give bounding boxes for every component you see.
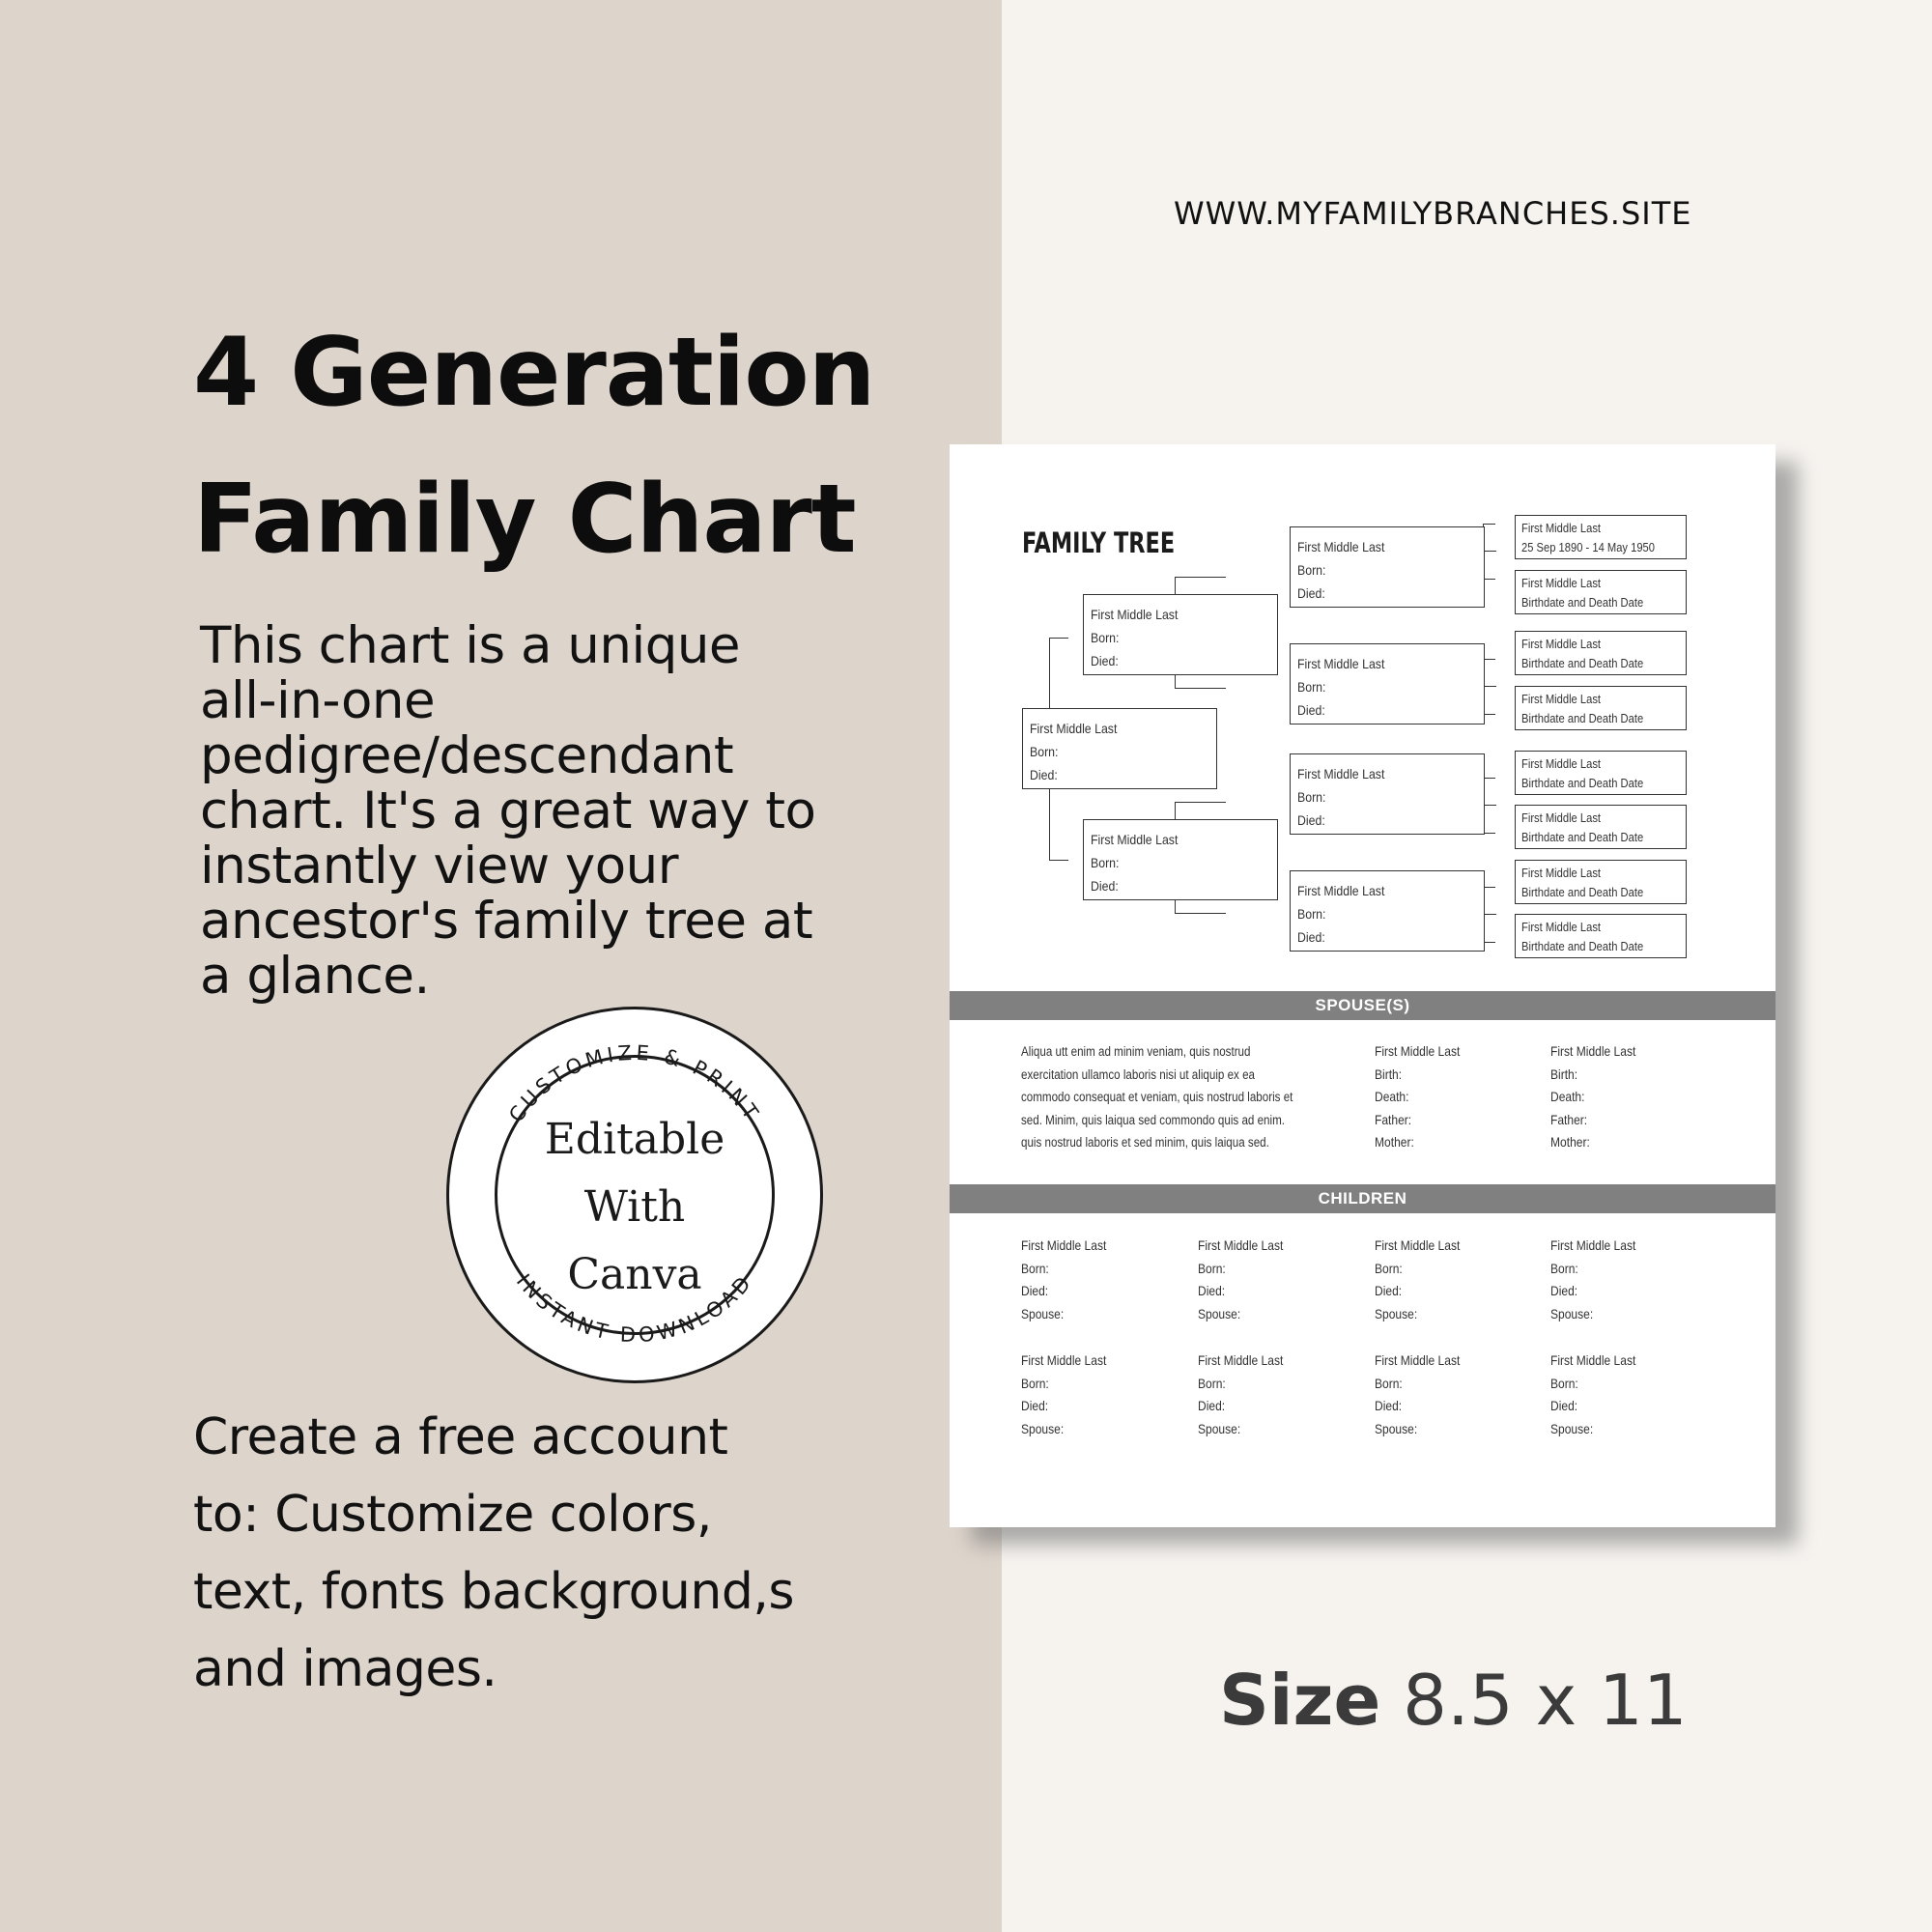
life-dates: Birthdate and Death Date: [1521, 939, 1644, 953]
born-label: Born:: [1021, 1260, 1049, 1276]
spouse-notes: [1021, 1040, 1340, 1154]
life-dates: 25 Sep 1890 - 14 May 1950: [1521, 540, 1655, 554]
child-entry[interactable]: [1375, 1350, 1474, 1440]
death-label: Death:: [1375, 1089, 1409, 1104]
description-line: a glance.: [200, 947, 430, 1006]
father-label: Father:: [1375, 1111, 1412, 1127]
connector: [1485, 686, 1496, 687]
child-name: First Middle Last: [1375, 1237, 1461, 1253]
badge-line: Canva: [567, 1250, 702, 1299]
father-label: Father:: [1550, 1111, 1588, 1127]
notes-line: exercitation ullamco laboris nisi ut aliquip ex ea: [1021, 1066, 1256, 1082]
great-grandparent-box[interactable]: [1515, 631, 1687, 675]
life-dates: Birthdate and Death Date: [1521, 830, 1644, 844]
child-entry[interactable]: [1021, 1235, 1121, 1325]
spouse-label: Spouse:: [1021, 1305, 1065, 1321]
life-dates: Birthdate and Death Date: [1521, 885, 1644, 899]
spouses-header: SPOUSE(S): [950, 991, 1776, 1020]
person-name: First Middle Last: [1297, 766, 1385, 781]
born-label: Born:: [1297, 562, 1326, 578]
died-label: Died:: [1375, 1398, 1403, 1413]
died-label: Died:: [1550, 1398, 1578, 1413]
born-label: Born:: [1297, 906, 1326, 922]
person-name: First Middle Last: [1091, 607, 1179, 622]
person-name: First Middle Last: [1297, 539, 1385, 554]
root-person-box[interactable]: [1022, 708, 1217, 789]
notes-line: sed. Minim, quis laiqua sed commondo quis ad enim.: [1021, 1112, 1285, 1127]
child-name: First Middle Last: [1021, 1352, 1107, 1368]
great-grandparent-box[interactable]: [1515, 805, 1687, 849]
died-label: Died:: [1021, 1398, 1049, 1413]
notes-line: Aliqua utt enim ad minim veniam, quis nostrud: [1021, 1044, 1251, 1059]
birth-label: Birth:: [1375, 1065, 1403, 1082]
page-title: [193, 299, 874, 593]
spouse-label: Spouse:: [1375, 1305, 1418, 1321]
cta-line: text, fonts background,s: [193, 1563, 794, 1621]
spouse-name: First Middle Last: [1375, 1043, 1461, 1059]
died-label: Died:: [1198, 1283, 1226, 1298]
death-label: Death:: [1550, 1089, 1585, 1104]
person-name: First Middle Last: [1521, 810, 1602, 825]
child-entry[interactable]: [1550, 1350, 1650, 1440]
size-word: Size: [1219, 1660, 1381, 1741]
person-name: First Middle Last: [1091, 832, 1179, 847]
person-name: First Middle Last: [1030, 721, 1118, 736]
description-line: all-in-one: [200, 671, 436, 730]
cta-line: Create a free account: [193, 1408, 728, 1466]
child-name: First Middle Last: [1198, 1352, 1284, 1368]
description-line: ancestor's family tree at: [200, 892, 813, 951]
description: [200, 618, 895, 1004]
child-name: First Middle Last: [1198, 1237, 1284, 1253]
description-line: This chart is a unique: [200, 616, 741, 675]
great-grandparent-box[interactable]: [1515, 751, 1687, 795]
grandparent-box[interactable]: [1290, 753, 1485, 835]
parent-box[interactable]: [1083, 819, 1278, 900]
life-dates: Birthdate and Death Date: [1521, 656, 1644, 670]
description-line: chart. It's a great way to: [200, 781, 816, 840]
connector: [1485, 805, 1496, 806]
born-label: Born:: [1550, 1375, 1578, 1391]
spouse-label: Spouse:: [1198, 1420, 1241, 1436]
document-title: FAMILY TREE: [1022, 526, 1176, 559]
died-label: Died:: [1550, 1283, 1578, 1298]
badge-top-text: CUSTOMIZE & PRINT: [504, 1040, 765, 1127]
child-entry[interactable]: [1198, 1235, 1297, 1325]
birth-label: Birth:: [1550, 1065, 1578, 1082]
person-name: First Middle Last: [1521, 576, 1602, 590]
notes-line: commodo consequat et veniam, quis nostrud laboris et: [1021, 1090, 1293, 1104]
born-label: Born:: [1375, 1375, 1403, 1391]
person-name: First Middle Last: [1521, 756, 1602, 771]
died-label: Died:: [1297, 812, 1325, 828]
child-entry[interactable]: [1198, 1350, 1297, 1440]
children-header: CHILDREN: [950, 1184, 1776, 1213]
born-label: Born:: [1198, 1260, 1226, 1276]
born-label: Born:: [1030, 744, 1059, 759]
spouse-entry[interactable]: [1375, 1040, 1474, 1154]
died-label: Died:: [1198, 1398, 1226, 1413]
mother-label: Mother:: [1550, 1134, 1590, 1150]
child-name: First Middle Last: [1021, 1237, 1107, 1253]
grandparent-box[interactable]: [1290, 643, 1485, 724]
badge-center-text: [449, 1106, 820, 1309]
life-dates: Birthdate and Death Date: [1521, 711, 1644, 725]
family-tree-document: [950, 444, 1776, 1527]
size-value: 8.5 x 11: [1403, 1660, 1688, 1741]
person-name: First Middle Last: [1521, 521, 1602, 535]
canva-badge: [446, 1007, 823, 1383]
child-name: First Middle Last: [1550, 1352, 1636, 1368]
born-label: Born:: [1021, 1375, 1049, 1391]
connector: [1175, 675, 1226, 689]
website-url: WWW.MYFAMILYBRANCHES.SITE: [1174, 195, 1692, 232]
grandparent-box[interactable]: [1290, 870, 1485, 952]
child-name: First Middle Last: [1375, 1352, 1461, 1368]
died-label: Died:: [1375, 1283, 1403, 1298]
great-grandparent-box[interactable]: [1515, 860, 1687, 904]
born-label: Born:: [1198, 1375, 1226, 1391]
born-label: Born:: [1091, 630, 1120, 645]
born-label: Born:: [1297, 789, 1326, 805]
parent-box[interactable]: [1083, 594, 1278, 675]
person-name: First Middle Last: [1297, 656, 1385, 671]
born-label: Born:: [1550, 1260, 1578, 1276]
life-dates: Birthdate and Death Date: [1521, 595, 1644, 610]
spouse-label: Spouse:: [1550, 1420, 1594, 1436]
title-line-2: Family Chart: [193, 465, 856, 575]
born-label: Born:: [1091, 855, 1120, 870]
spouse-label: Spouse:: [1021, 1420, 1065, 1436]
child-name: First Middle Last: [1550, 1237, 1636, 1253]
cta-line: to: Customize colors,: [193, 1486, 712, 1544]
died-label: Died:: [1030, 767, 1058, 782]
connector: [1175, 900, 1226, 914]
died-label: Died:: [1091, 878, 1119, 894]
title-line-1: 4 Generation: [193, 318, 875, 428]
notes-line: quis nostrud laboris et sed minim, quis laiqua sed.: [1021, 1135, 1269, 1150]
spouse-name: First Middle Last: [1550, 1043, 1636, 1059]
died-label: Died:: [1297, 929, 1325, 945]
person-name: First Middle Last: [1521, 692, 1602, 706]
badge-bottom-text: INSTANT DOWNLOAD: [511, 1269, 758, 1348]
cta-line: and images.: [193, 1640, 497, 1698]
size-label: [1219, 1660, 1688, 1741]
spouse-label: Spouse:: [1375, 1420, 1418, 1436]
person-name: First Middle Last: [1297, 883, 1385, 898]
person-name: First Middle Last: [1521, 920, 1602, 934]
call-to-action: [193, 1399, 927, 1708]
died-label: Died:: [1021, 1283, 1049, 1298]
died-label: Died:: [1297, 585, 1325, 601]
connector: [1485, 914, 1496, 915]
great-grandparent-box[interactable]: [1515, 515, 1687, 559]
died-label: Died:: [1297, 702, 1325, 718]
person-name: First Middle Last: [1521, 637, 1602, 651]
badge-line: With: [583, 1182, 686, 1232]
mother-label: Mother:: [1375, 1134, 1414, 1150]
spouse-label: Spouse:: [1198, 1305, 1241, 1321]
badge-line: Editable: [544, 1115, 725, 1164]
born-label: Born:: [1375, 1260, 1403, 1276]
child-entry[interactable]: [1375, 1235, 1474, 1325]
description-line: pedigree/descendant: [200, 726, 734, 785]
spouse-entry[interactable]: [1550, 1040, 1650, 1154]
grandparent-box[interactable]: [1290, 526, 1485, 608]
child-entry[interactable]: [1021, 1350, 1121, 1440]
died-label: Died:: [1091, 653, 1119, 668]
life-dates: Birthdate and Death Date: [1521, 776, 1644, 790]
connector: [1485, 551, 1496, 552]
great-grandparent-box[interactable]: [1515, 570, 1687, 614]
description-line: instantly view your: [200, 837, 679, 895]
child-entry[interactable]: [1550, 1235, 1650, 1325]
great-grandparent-box[interactable]: [1515, 686, 1687, 730]
born-label: Born:: [1297, 679, 1326, 695]
great-grandparent-box[interactable]: [1515, 914, 1687, 958]
spouse-label: Spouse:: [1550, 1305, 1594, 1321]
person-name: First Middle Last: [1521, 866, 1602, 880]
